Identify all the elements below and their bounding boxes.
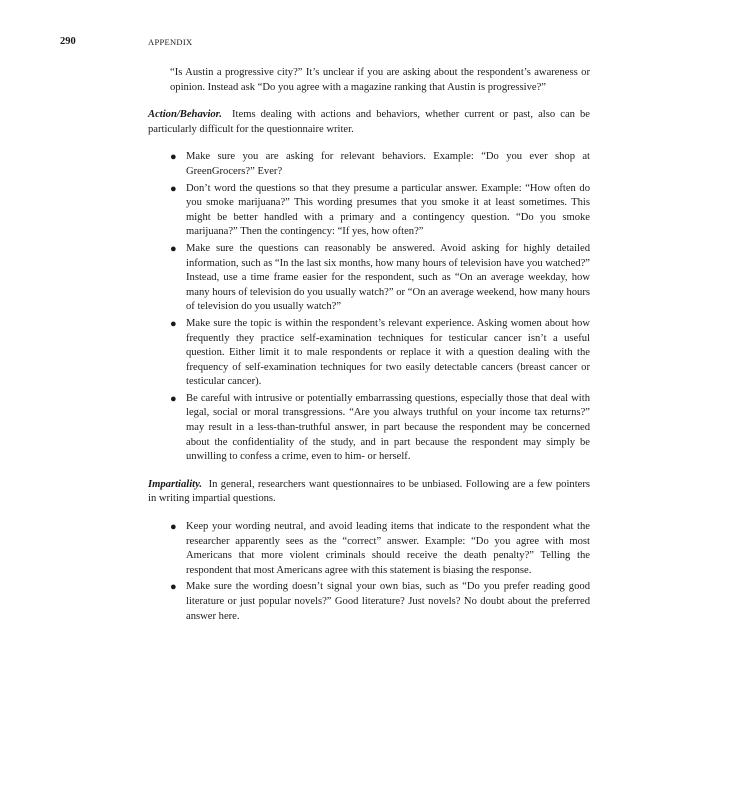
bullet-icon: ● bbox=[170, 521, 177, 534]
bullet-icon: ● bbox=[170, 317, 177, 330]
impartiality-text: In general, researchers want questionnaires to be unbiased. Following are a few pointers in writing impartial questions. bbox=[148, 478, 590, 505]
list-item bbox=[170, 580, 590, 624]
list-item-text: Make sure the wording doesn’t signal your own bias, such as “Do you prefer reading good literature or just popular novels?” Good literature? Just novels? No doubt about the preferred answer here. bbox=[186, 581, 590, 622]
impartiality-list bbox=[170, 520, 590, 624]
list-item-text: Keep your wording neutral, and avoid leading items that indicate to the respondent what the researcher apparently sees as the “correct” answer. Example: “Do you agree with most Americans that more violent criminals should receive the death penalty?” Telling the respondent that most Americans agree with this statement is biasing the response. bbox=[186, 521, 590, 576]
list-item bbox=[170, 317, 590, 390]
action-behavior-text: Items dealing with actions and behaviors, whether current or past, also can be particularly difficult for the questionnaire writer. bbox=[148, 109, 591, 135]
intro-example: “Is Austin a progressive city?” It’s unclear if you are asking about the respondent’s awareness or opinion. Instead ask “Do you agree with a magazine ranking that Austin is progressive?” bbox=[170, 67, 590, 93]
list-item bbox=[170, 242, 590, 315]
section-impartiality bbox=[148, 478, 590, 624]
list-item-text: Be careful with intrusive or potentially embarrassing questions, especially those that deal with legal, social or moral transgressions. “Are you always truthful on your income tax returns?” may result in a less-than-truthful answer, in part because the respondent may be concerned about the confidentiality of the study, and in part because the respondent may simply be unwilling to confess a crime, even to him- or herself. bbox=[186, 392, 590, 463]
action-behavior-paragraph bbox=[148, 108, 590, 137]
running-head: APPENDIX bbox=[148, 37, 193, 47]
bullet-icon: ● bbox=[170, 581, 177, 594]
page-body bbox=[148, 66, 590, 626]
bullet-icon: ● bbox=[170, 182, 177, 195]
action-behavior-list bbox=[170, 150, 590, 464]
page-number: 290 bbox=[60, 36, 76, 47]
impartiality-paragraph bbox=[148, 478, 590, 507]
list-item-text: Make sure the questions can reasonably be answered. Avoid asking for highly detailed information, such as “In the last six months, how many hours of television have you watched?” Instead, use a time frame easier for the respondent, such as “On an average weekday, how many hours of television do you usually watch?” or “On an average weekend, how many hours of television do you usually watch?” bbox=[186, 242, 590, 313]
action-behavior-heading: Action/Behavior. bbox=[148, 109, 222, 121]
bullet-icon: ● bbox=[170, 242, 177, 255]
impartiality-heading: Impartiality. bbox=[148, 478, 203, 490]
list-item bbox=[170, 182, 590, 240]
list-item-text: Don’t word the questions so that they presume a particular answer. Example: “How often do you smoke marijuana?” This wording presumes that you smoke it at least sometimes. This might be better handled with a primary and a contingency question. “Do you smoke marijuana?” Then the contingency: “If yes, how often?” bbox=[186, 182, 590, 238]
list-item bbox=[170, 520, 590, 578]
list-item bbox=[170, 392, 590, 465]
bullet-icon: ● bbox=[170, 151, 177, 164]
list-item-text: Make sure you are asking for relevant behaviors. Example: “Do you ever shop at GreenGrocers?” Ever? bbox=[186, 151, 590, 177]
list-item-text: Make sure the topic is within the respondent’s relevant experience. Asking women about how frequently they practice self-examination techniques for testicular cancer isn’t a useful question. Either limit it to male respondents or replace it with a question dealing with the frequency of self-examination techniques for two easily detectable cancers (breast cancer or testicular cancer). bbox=[186, 317, 590, 388]
bullet-icon: ● bbox=[170, 392, 177, 405]
list-item bbox=[170, 150, 590, 179]
section-action-behavior bbox=[148, 108, 590, 465]
